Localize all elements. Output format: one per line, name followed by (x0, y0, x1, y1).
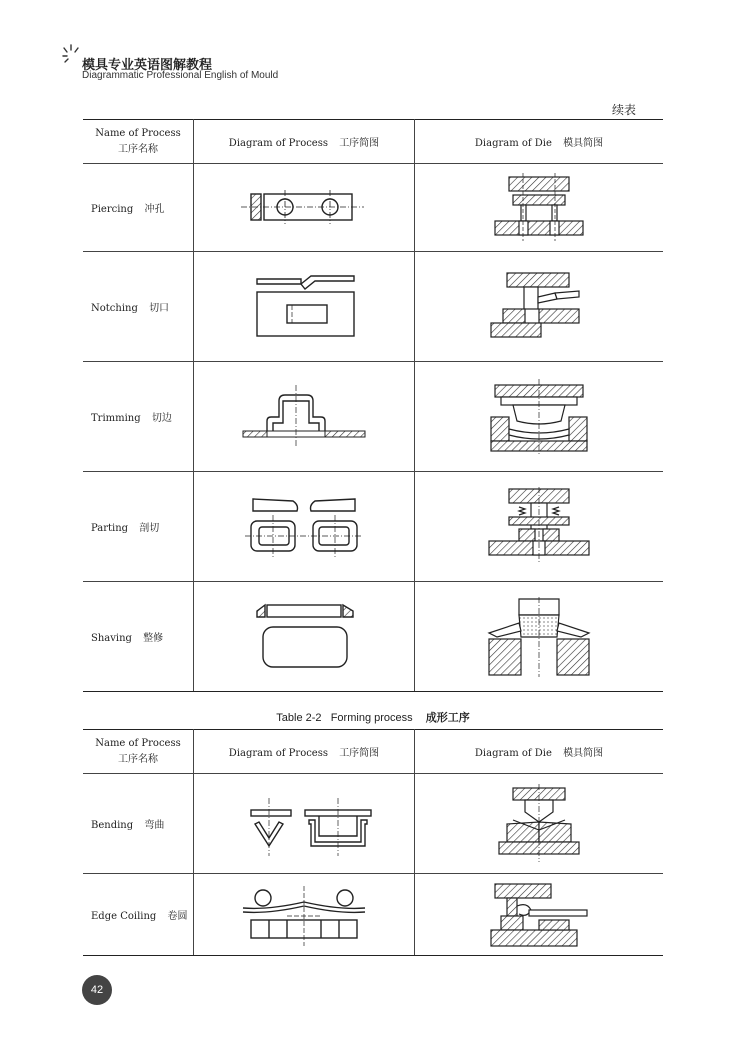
process-name-en: Bending (91, 820, 134, 831)
col-header-die-en: Diagram of Die (474, 748, 552, 759)
die-diagram-cell (415, 362, 664, 472)
die-diagram-cell (415, 252, 664, 362)
col-header-die-en: Diagram of Die (474, 138, 552, 149)
table-separating-process (83, 119, 663, 692)
trimming-die-diagram (479, 377, 599, 457)
process-name-en: Parting (91, 523, 129, 534)
process-name-en: Trimming (91, 413, 141, 424)
process-name-cell (83, 362, 194, 472)
continued-label: 续表 (611, 103, 636, 117)
process-name-cell (83, 472, 194, 582)
process-name-cell (83, 164, 194, 252)
process-name-en: Edge Coiling (91, 911, 157, 922)
col-header-die (415, 730, 664, 774)
notching-process-diagram (229, 267, 379, 347)
edge-coiling-die-diagram (479, 880, 599, 950)
sunburst-logo-icon (62, 44, 80, 64)
piercing-process-diagram (229, 178, 379, 238)
die-diagram-cell (415, 582, 664, 692)
process-diagram-cell (194, 874, 415, 956)
process-diagram-cell (194, 252, 415, 362)
col-header-die (415, 120, 664, 164)
table-forming-process (83, 729, 663, 956)
col-header-name-en: Name of Process (95, 737, 181, 749)
process-name-cn: 弯曲 (144, 820, 165, 831)
parting-process-diagram (229, 487, 379, 567)
process-diagram-cell (194, 472, 415, 582)
table-row (83, 472, 663, 582)
process-name-en: Notching (91, 303, 138, 314)
col-header-die-cn: 模具简图 (563, 748, 604, 759)
col-header-process-en: Diagram of Process (228, 748, 328, 759)
table2-caption-en: Table 2-2 Forming process (276, 712, 413, 724)
table2-caption (83, 709, 663, 725)
process-name-cn: 整修 (143, 633, 164, 644)
table-row (83, 774, 663, 874)
table-row (83, 874, 663, 956)
die-diagram-cell (415, 472, 664, 582)
process-name-cn: 剖切 (139, 523, 160, 534)
table-row (83, 362, 663, 472)
col-header-name (83, 120, 194, 164)
shaving-die-diagram (479, 597, 599, 677)
process-diagram-cell (194, 774, 415, 874)
book-title-cn: 模具专业英语图解教程 (82, 58, 213, 73)
die-diagram-cell (415, 874, 664, 956)
book-title-en: Diagrammatic Professional English of Mould (82, 70, 279, 81)
edge-coiling-process-diagram (229, 880, 379, 950)
col-header-process-cn: 工序简图 (339, 748, 380, 759)
shaving-process-diagram (229, 597, 379, 677)
parting-die-diagram (479, 487, 599, 567)
die-diagram-cell (415, 164, 664, 252)
process-name-en: Shaving (91, 633, 132, 644)
bending-process-diagram (229, 784, 379, 864)
process-name-cn: 切口 (149, 303, 170, 314)
table-row (83, 582, 663, 692)
process-diagram-cell (194, 582, 415, 692)
col-header-process-en: Diagram of Process (228, 138, 328, 149)
table-header-row (83, 120, 663, 164)
process-diagram-cell (194, 362, 415, 472)
table-header-row (83, 730, 663, 774)
notching-die-diagram (479, 267, 599, 347)
process-name-cell (83, 874, 194, 956)
piercing-die-diagram (479, 173, 599, 243)
process-name-cell (83, 582, 194, 692)
trimming-process-diagram (229, 377, 379, 457)
col-header-name-cn: 工序名称 (118, 753, 158, 765)
col-header-name-en: Name of Process (95, 127, 181, 139)
bending-die-diagram (479, 784, 599, 864)
col-header-die-cn: 模具简图 (563, 138, 604, 149)
col-header-name-cn: 工序名称 (118, 143, 158, 155)
die-diagram-cell (415, 774, 664, 874)
col-header-process-cn: 工序简图 (339, 138, 380, 149)
process-diagram-cell (194, 164, 415, 252)
process-name-cn: 冲孔 (144, 204, 165, 215)
col-header-process (194, 730, 415, 774)
process-name-cell (83, 774, 194, 874)
table-row (83, 164, 663, 252)
process-name-cell (83, 252, 194, 362)
col-header-name (83, 730, 194, 774)
col-header-process (194, 120, 415, 164)
process-name-en: Piercing (91, 204, 134, 215)
table-row (83, 252, 663, 362)
table2-caption-cn: 成形工序 (425, 711, 470, 724)
process-name-cn: 切边 (151, 413, 172, 424)
page-number: 42 (82, 975, 112, 1005)
process-name-cn: 卷圆 (167, 911, 188, 922)
